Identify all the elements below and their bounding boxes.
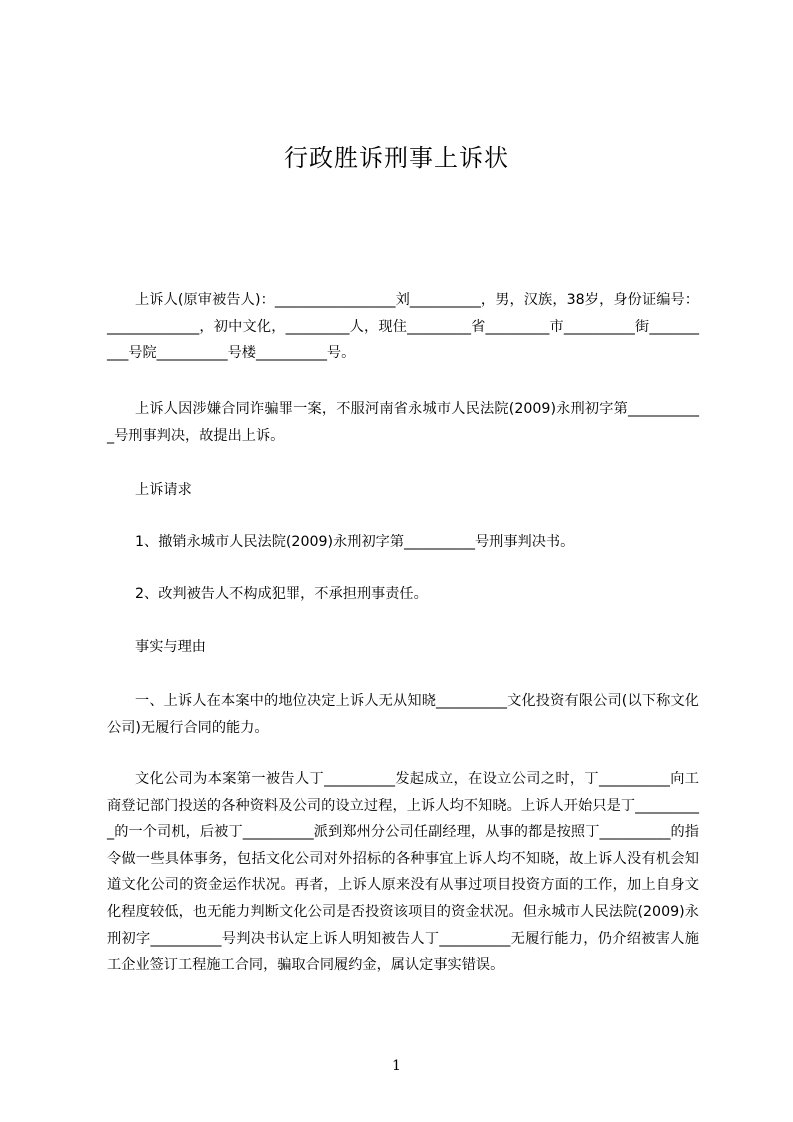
page-number: 1: [392, 1058, 401, 1074]
appeal-reason-paragraph: 上诉人因涉嫌合同诈骗罪一案，不服河南省永城市人民法院(2009)永刑初字第___________号刑事判决，故提出上诉。: [107, 401, 699, 444]
request-item-1: 1、撤销永城市人民法院(2009)永刑初字第__________号刑事判决书。: [135, 534, 575, 550]
appeal-request-heading: 上诉请求: [135, 482, 192, 498]
facts-reasons-heading: 事实与理由: [135, 639, 206, 655]
reason-point-1: 一、上诉人在本案中的地位决定上诉人无从知晓__________文化投资有限公司(以下称文化公司)无履行合同的能力。: [107, 693, 699, 736]
appellant-info-paragraph: 上诉人(原审被告人)：_________________刘__________，男，汉族，38岁，身份证编号：_____________，初中文化，_________人，现住_________省_________市__________街__________号院__________号楼__________号。: [107, 292, 699, 362]
facts-paragraph: 文化公司为本案第一被告人丁__________发起成立，在设立公司之时，丁__________向工商登记部门投送的各种资料及公司的设立过程，上诉人均不知晓。上诉人开始只是丁__________的一个司机，后被丁__________派到郑州分公司任副经理，从事的都是按照丁__________的指令做一些具体事务，包括文化公司对外招标的各种事宜上诉人均不知晓，故上诉人没有机会知道文化公司的资金运作状况。再者，上诉人原来没有从事过项目投资方面的工作，加上自身文化程度较低，也无能力判断文化公司是否投资该项目的资金状况。但永城市人民法院(2009)永刑初字__________号判决书认定上诉人明知被告人丁__________无履行能力，仍介绍被害人施工企业签订工程施工合同，骗取合同履约金，属认定事实错误。: [107, 771, 699, 974]
document-title: 行政胜诉刑事上诉状: [284, 144, 509, 172]
request-item-2: 2、改判被告人不构成犯罪，不承担刑事责任。: [135, 586, 428, 602]
